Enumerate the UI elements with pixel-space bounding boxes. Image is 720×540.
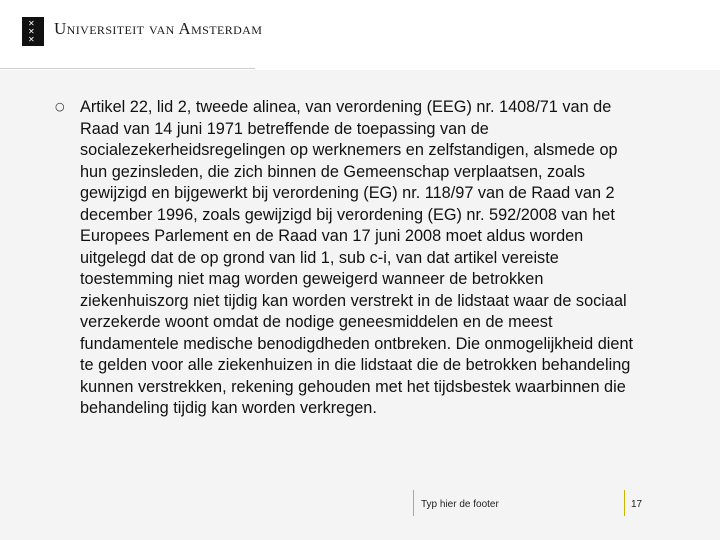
institution-name: Universiteit van Amsterdam — [54, 19, 263, 38]
slide-content — [55, 97, 645, 420]
header-divider — [0, 68, 255, 69]
footer-text: Typ hier de footer — [421, 499, 499, 510]
bullet-marker-icon: ○ — [55, 100, 65, 113]
footer-divider-left — [413, 490, 414, 516]
page-number: 17 — [631, 499, 643, 510]
bullet-text: Artikel 22, lid 2, tweede alinea, van verordening (EEG) nr. 1408/71 van de Raad van 14 juni 1971 betreffende de toepassing van de socialezekerheidsregelingen op werknemers en zelfstandigen, alsmede op hun gezinsleden, die zich binnen de Gemeenschap verplaatsen, zoals gewijzigd en bijgewerkt bij verordening (EG) nr. 118/97 van de Raad van 2 december 1996, zoals gewijzigd bij verordening (EG) nr. 592/2008 van het Europees Parlement en de Raad van 17 juni 2008 moet aldus worden uitgelegd dat de op grond van lid 1, sub c‑i, van dat artikel vereiste toestemming niet mag worden geweigerd wanneer de betrokken ziekenhuiszorg niet tijdig kan worden verstrekt in de lidstaat waar de sociaal verzekerde woont omdat de nodige geneesmiddelen en de meest fundamentele medische benodigdheden ontbreken. Die onmogelijkheid dient te gelden voor alle ziekenhuizen in die lidstaat die de betrokken behandeling kunnen verstrekken, rekening gehouden met het tijdsbestek waarbinnen die behandeling tijdig kan worden verkregen. — [80, 98, 634, 417]
university-shield-icon: ✕ ✕ ✕ — [22, 17, 44, 46]
header — [0, 0, 720, 70]
footer-divider-right — [624, 490, 625, 516]
